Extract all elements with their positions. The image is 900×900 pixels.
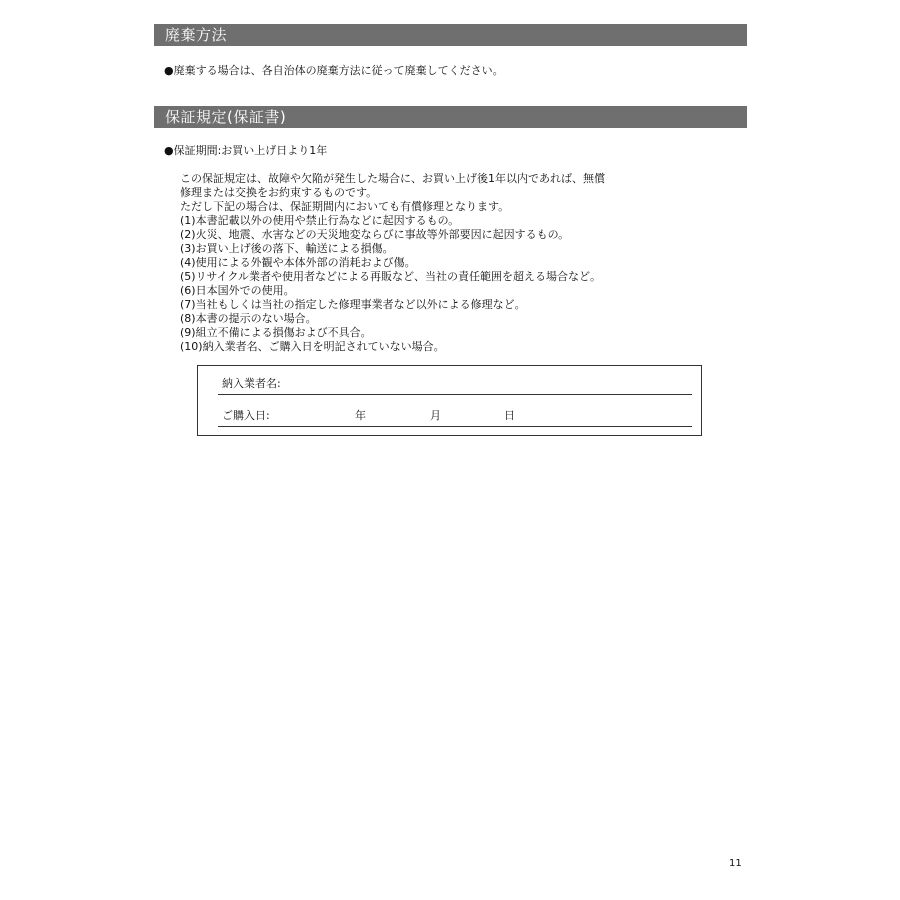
warranty-exclusion-item: (10)納入業者名、ご購入日を明記されていない場合。 (180, 340, 445, 353)
month-label: 月 (430, 409, 441, 422)
warranty-exclusion-item: (5)リサイクル業者や使用者などによる再販など、当社の責任範囲を超える場合など。 (180, 270, 602, 283)
dealer-name-label: 納入業者名: (222, 377, 281, 390)
warranty-period: ●保証期間:お買い上げ日より1年 (164, 144, 328, 157)
page-number: 11 (729, 858, 742, 869)
dealer-name-row[interactable] (218, 374, 692, 395)
warranty-line: 修理または交換をお約束するものです。 (180, 186, 378, 199)
day-label: 日 (504, 409, 515, 422)
warranty-line: ただし下記の場合は、保証期間内においても有償修理となります。 (180, 200, 510, 213)
disposal-section-header: 廃棄方法 (154, 24, 747, 46)
warranty-exclusion-item: (8)本書の提示のない場合。 (180, 312, 317, 325)
warranty-exclusion-item: (9)組立不備による損傷および不具合。 (180, 326, 372, 339)
year-label: 年 (355, 409, 366, 422)
warranty-exclusion-item: (6)日本国外での使用。 (180, 284, 295, 297)
warranty-exclusion-item: (4)使用による外観や本体外部の消耗および傷。 (180, 256, 416, 269)
warranty-section-header: 保証規定(保証書) (154, 106, 747, 128)
purchase-date-label: ご購入日: (222, 409, 270, 422)
warranty-line: この保証規定は、故障や欠陥が発生した場合に、お買い上げ後1年以内であれば、無償 (180, 172, 605, 185)
warranty-terms (180, 172, 605, 354)
warranty-exclusion-item: (7)当社もしくは当社の指定した修理事業者など以外による修理など。 (180, 298, 526, 311)
warranty-exclusion-item: (2)火災、地震、水害などの天災地変ならびに事故等外部要因に起因するもの。 (180, 228, 570, 241)
warranty-exclusion-item: (3)お買い上げ後の落下、輸送による損傷。 (180, 242, 394, 255)
warranty-form-box (197, 365, 702, 436)
purchase-date-row[interactable] (218, 406, 692, 427)
warranty-exclusion-item: (1)本書記載以外の使用や禁止行為などに起因するもの。 (180, 214, 460, 227)
disposal-instruction: ●廃棄する場合は、各自治体の廃棄方法に従って廃棄してください。 (164, 64, 504, 77)
